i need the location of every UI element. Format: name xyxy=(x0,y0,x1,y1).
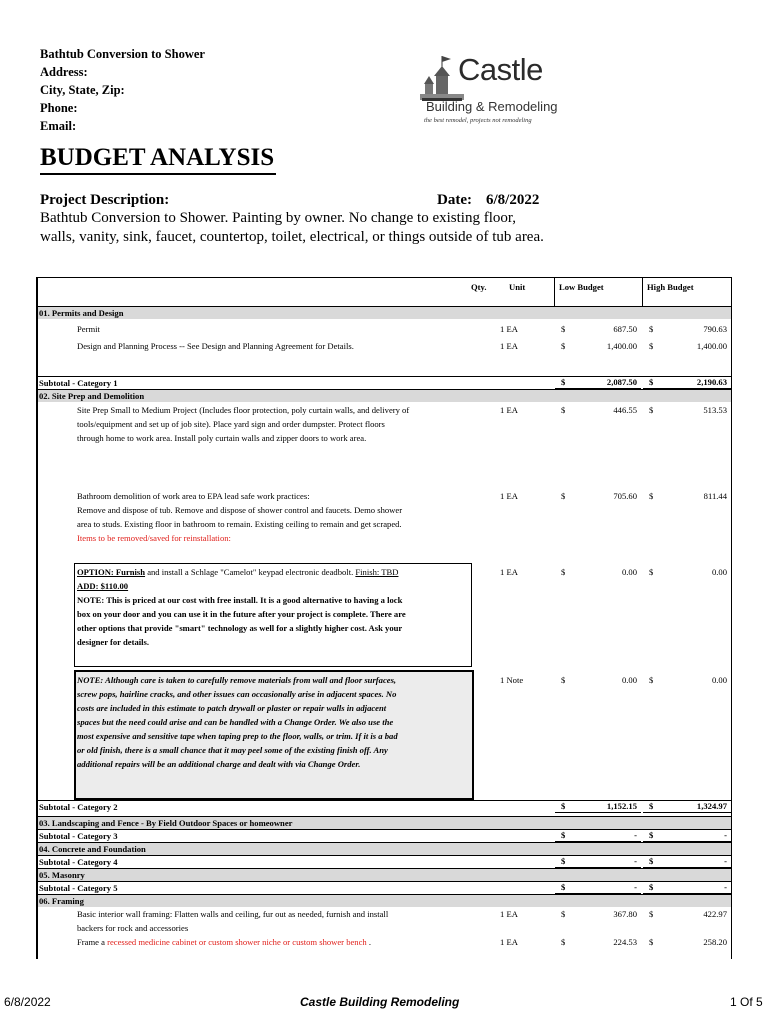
subtotal-high: - xyxy=(724,856,727,866)
line-item-description xyxy=(77,935,371,949)
currency-symbol: $ xyxy=(649,856,654,866)
line-item-description xyxy=(77,489,402,545)
description-line: most expensive and sensitive tape when taping prep to the floor, walls, or trim. If it is a bad xyxy=(77,731,398,741)
currency-symbol: $ xyxy=(561,341,566,351)
project-description-label: Project Description: xyxy=(40,192,170,208)
currency-symbol: $ xyxy=(649,324,654,334)
line-item-qty: 1 EA xyxy=(500,324,518,334)
page-title: BUDGET ANALYSIS xyxy=(40,143,276,175)
description-line: backers for rock and accessories xyxy=(77,923,189,933)
subtotal-label: Subtotal - Category 2 xyxy=(39,802,118,812)
subtotal-high-box xyxy=(643,829,731,842)
currency-symbol: $ xyxy=(649,675,654,685)
description-line: additional repairs will be an additional charge and dealt with via Change Order. xyxy=(77,759,361,769)
category-title: 01. Permits and Design xyxy=(39,308,124,318)
column-divider xyxy=(642,278,643,306)
subtotal-high-box xyxy=(643,881,731,894)
logo-subtitle: Building & Remodeling xyxy=(426,99,558,114)
line-item-low: 224.53 xyxy=(613,937,637,947)
budget-table xyxy=(36,277,732,959)
line-item-high: 513.53 xyxy=(703,405,727,415)
category-title: 04. Concrete and Foundation xyxy=(39,844,146,854)
line-item-low: 1,400.00 xyxy=(606,341,637,351)
category-header xyxy=(37,306,731,319)
subtotal-low-box xyxy=(555,376,641,389)
currency-symbol: $ xyxy=(649,405,654,415)
table-left-border xyxy=(37,278,38,959)
subtotal-high-box xyxy=(643,855,731,868)
subtotal-label: Subtotal - Category 4 xyxy=(39,857,118,867)
header-line-title: Bathtub Conversion to Shower xyxy=(40,47,205,61)
line-item-high: 1,400.00 xyxy=(696,341,727,351)
currency-symbol: $ xyxy=(561,567,566,577)
currency-symbol: $ xyxy=(561,856,566,866)
column-unit: Unit xyxy=(509,282,526,292)
line-item-description xyxy=(77,403,409,445)
column-divider xyxy=(554,278,555,306)
currency-symbol: $ xyxy=(649,377,654,387)
line-item-high: 0.00 xyxy=(711,675,727,685)
line-item-low: 0.00 xyxy=(621,567,637,577)
description-line: spaces but the need could arise and can be handled with a Change Order. We also use the xyxy=(77,717,394,727)
subtotal-low: 1,152.15 xyxy=(606,801,637,811)
currency-symbol: $ xyxy=(561,882,566,892)
column-high-budget: High Budget xyxy=(647,282,694,292)
description-line: or old finish, there is a small chance that it may peel some of the existing finish off. Any xyxy=(77,745,388,755)
line-item-low: 705.60 xyxy=(613,491,637,501)
footer-date: 6/8/2022 xyxy=(4,995,51,1009)
description-line: Remove and dispose of tub. Remove and dispose of shower control and faucets. Demo shower xyxy=(77,505,403,515)
currency-symbol: $ xyxy=(561,801,566,811)
description-line: NOTE: Although care is taken to carefully remove materials from wall and floor surfaces, xyxy=(77,675,397,685)
line-item-high: 258.20 xyxy=(703,937,727,947)
line-item-description xyxy=(77,907,388,935)
subtotal-low: - xyxy=(634,856,637,866)
line-item-low: 0.00 xyxy=(621,675,637,685)
project-description-line-1: Bathtub Conversion to Shower. Painting by owner. No change to existing floor, xyxy=(40,210,517,226)
line-item-description xyxy=(77,673,398,771)
subtotal-high-box xyxy=(643,376,731,389)
line-item-description: Design and Planning Process -- See Design and Planning Agreement for Details. xyxy=(77,341,354,351)
currency-symbol: $ xyxy=(649,801,654,811)
logo-tagline: the best remodel, projects not remodeling xyxy=(424,117,532,124)
description-line: Site Prep Small to Medium Project (Includes floor protection, poly curtain walls, and delivery of xyxy=(77,405,410,415)
line-item-description xyxy=(77,565,406,649)
description-line: box on your door and you can use it in the future after your project is complete. There are xyxy=(77,609,406,619)
currency-symbol: $ xyxy=(649,567,654,577)
line-item-low: 687.50 xyxy=(613,324,637,334)
project-description-line-2: walls, vanity, sink, faucet, countertop, toilet, electrical, or things outside of tub area. xyxy=(40,229,544,245)
currency-symbol: $ xyxy=(649,491,654,501)
line-item-qty: 1 EA xyxy=(500,937,518,947)
line-item-high: 811.44 xyxy=(703,491,727,501)
line-item-low: 367.80 xyxy=(613,909,637,919)
currency-symbol: $ xyxy=(561,937,566,947)
subtotal-label: Subtotal - Category 3 xyxy=(39,831,118,841)
subtotal-high: - xyxy=(724,830,727,840)
subtotal-low-box xyxy=(555,855,641,868)
subtotal-low-box xyxy=(555,881,641,894)
description-line: screw pops, hairline cracks, and other issues can occasionally arise in adjacent spaces. No xyxy=(77,689,397,699)
subtotal-high: 2,190.63 xyxy=(696,377,727,387)
option-text: and install a Schlage "Camelot" keypad electronic deadbolt. xyxy=(145,567,356,577)
line-item-qty: 1 EA xyxy=(500,909,518,919)
header-line-email: Email: xyxy=(40,119,77,133)
line-item-qty: 1 EA xyxy=(500,341,518,351)
description-line: through home to work area. Install poly curtain walls and zipper doors to work area. xyxy=(77,433,367,443)
description-text: . xyxy=(366,937,372,947)
subtotal-low-box xyxy=(555,829,641,842)
line-item-qty: 1 EA xyxy=(500,491,518,501)
category-header xyxy=(37,389,731,402)
subtotal-high: 1,324.97 xyxy=(696,801,727,811)
subtotal-low: - xyxy=(634,882,637,892)
description-line: other options that provide "smart" technology as well for a slightly higher cost. Ask your xyxy=(77,623,403,633)
option-finish: Finish: TBD xyxy=(355,567,399,577)
category-title: 02. Site Prep and Demolition xyxy=(39,391,145,401)
line-item-low: 446.55 xyxy=(613,405,637,415)
subtotal-label: Subtotal - Category 1 xyxy=(39,378,118,388)
currency-symbol: $ xyxy=(561,830,566,840)
option-label: OPTION: Furnish xyxy=(77,567,146,577)
line-item-qty: 1 EA xyxy=(500,567,518,577)
description-highlight: recessed medicine cabinet or custom shower niche or custom shower bench xyxy=(107,937,367,947)
header-line-city: City, State, Zip: xyxy=(40,83,125,97)
description-line: Basic interior wall framing: Flatten walls and ceiling, fur out as needed, furnish and install xyxy=(77,909,389,919)
category-title: 05. Masonry xyxy=(39,870,85,880)
description-line: costs are included in this estimate to patch drywall or plaster or repair walls in adjacent xyxy=(77,703,387,713)
currency-symbol: $ xyxy=(561,377,566,387)
option-add-price: ADD: $110.00 xyxy=(77,581,129,591)
column-qty: Qty. xyxy=(471,282,487,292)
date-value: 6/8/2022 xyxy=(486,192,540,208)
line-item-high: 422.97 xyxy=(703,909,727,919)
header-line-address: Address: xyxy=(40,65,88,79)
subtotal-low: 2,087.50 xyxy=(606,377,637,387)
description-text: Frame a xyxy=(77,937,108,947)
subtotal-high-box xyxy=(643,800,731,813)
line-item-description: Permit xyxy=(77,324,100,334)
currency-symbol: $ xyxy=(561,491,566,501)
line-item-high: 790.63 xyxy=(703,324,727,334)
subtotal-high: - xyxy=(724,882,727,892)
subtotal-label: Subtotal - Category 5 xyxy=(39,883,118,893)
currency-symbol: $ xyxy=(561,405,566,415)
currency-symbol: $ xyxy=(561,909,566,919)
currency-symbol: $ xyxy=(561,324,566,334)
subtotal-low-box xyxy=(555,800,641,813)
description-line-highlight: Items to be removed/saved for reinstallation: xyxy=(77,533,231,543)
description-line: area to studs. Existing floor in bathroom to remain. Existing ceiling to remain and get scraped. xyxy=(77,519,402,529)
description-line: designer for details. xyxy=(77,637,150,647)
header-line-phone: Phone: xyxy=(40,101,78,115)
currency-symbol: $ xyxy=(649,909,654,919)
subtotal-low: - xyxy=(634,830,637,840)
header-block xyxy=(40,45,205,135)
category-header xyxy=(37,894,731,907)
date-label: Date: xyxy=(437,192,472,208)
column-low-budget: Low Budget xyxy=(559,282,604,292)
currency-symbol: $ xyxy=(561,675,566,685)
line-item-qty: 1 EA xyxy=(500,405,518,415)
currency-symbol: $ xyxy=(649,830,654,840)
line-item-qty: 1 Note xyxy=(500,675,524,685)
line-item-high: 0.00 xyxy=(711,567,727,577)
description-line: Bathroom demolition of work area to EPA lead safe work practices: xyxy=(77,491,310,501)
category-title: 03. Landscaping and Fence - By Field Outdoor Spaces or homeowner xyxy=(39,818,293,828)
currency-symbol: $ xyxy=(649,937,654,947)
currency-symbol: $ xyxy=(649,341,654,351)
description-line: NOTE: This is priced at our cost with free install. It is a good alternative to having a lock xyxy=(77,595,403,605)
description-line xyxy=(77,565,406,579)
category-title: 06. Framing xyxy=(39,896,84,906)
description-line: tools/equipment and set up of job site). Place yard sign and order dumpster. Protect floors xyxy=(77,419,385,429)
footer-page-number: 1 Of 5 xyxy=(730,995,763,1009)
footer-company: Castle Building Remodeling xyxy=(300,995,460,1009)
logo-wordmark: Castle xyxy=(458,52,543,87)
currency-symbol: $ xyxy=(649,882,654,892)
company-logo xyxy=(420,52,558,130)
